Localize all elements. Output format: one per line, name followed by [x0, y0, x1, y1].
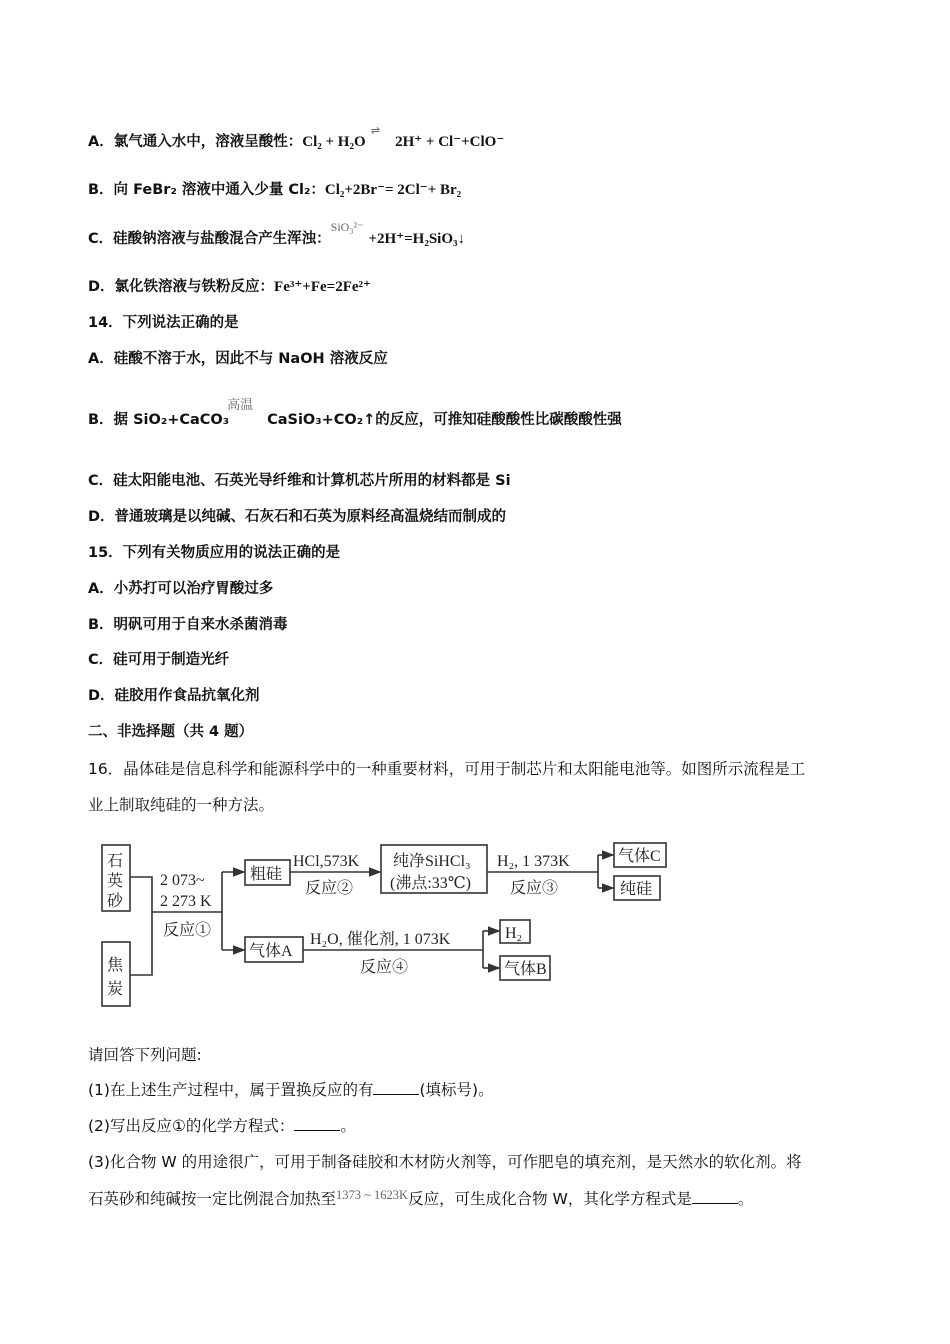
- text: 。: [737, 1190, 754, 1208]
- sihcl3-label: 纯净SiHCl₃: [393, 853, 471, 870]
- q15-stem: 15．下列有关物质应用的说法正确的是: [88, 545, 341, 561]
- equation: Cl₂+2Br⁻= 2Cl⁻+ Br₂: [324, 182, 462, 198]
- text: 。: [340, 1117, 356, 1135]
- text: (2)写出反应①的化学方程式：: [88, 1117, 295, 1135]
- q13-option-b: [88, 178, 461, 199]
- q14-option-c: C．硅太阳能电池、石英光导纤维和计算机芯片所用的材料都是 Si: [88, 473, 511, 489]
- q14-option-d: D．普通玻璃是以纯碱、石灰石和石英为原料经高温烧结而制成的: [88, 509, 507, 525]
- reaction-label: 反应③: [510, 880, 559, 897]
- condition-label: HCl,573K: [293, 853, 360, 870]
- text: (1)在上述生产过程中，属于置换反应的有: [88, 1081, 374, 1099]
- coke-char: 炭: [107, 981, 124, 998]
- equilibrium-arrow-icon: ⇌: [370, 125, 380, 137]
- q16-stem-line2: 业上制取纯硅的一种方法。: [88, 796, 275, 814]
- answer-blank[interactable]: [373, 1082, 419, 1095]
- h2-label: H₂: [505, 925, 523, 942]
- answer-blank[interactable]: [294, 1118, 340, 1131]
- sub-question-3-line1: (3)化合物 W 的用途很广，可用于制备硅胶和木材防火剂等，可作肥皂的填充剂，是天然水的软化剂。将: [88, 1153, 802, 1171]
- q14-stem: 14．下列说法正确的是: [88, 315, 239, 331]
- temperature-range: 1373 ~ 1623K: [336, 1188, 409, 1202]
- process-flow-diagram: [90, 830, 690, 1010]
- quartz-char: 砂: [107, 893, 124, 910]
- q15-option-b: B．明矾可用于自来水杀菌消毒: [88, 617, 288, 633]
- connector: [130, 877, 152, 975]
- quartz-char: 英: [107, 873, 124, 890]
- option-label: B．向 FeBr₂ 溶液中通入少量 Cl₂：: [88, 182, 325, 198]
- gas-c-label: 气体C: [618, 848, 661, 865]
- sub-question-3-line2: [88, 1187, 753, 1209]
- crude-si-label: 粗硅: [250, 866, 283, 883]
- option-label: D．氯化铁溶液与铁粉反应：: [88, 279, 275, 295]
- equation: +2H⁺=H₂SiO₃↓: [368, 231, 466, 247]
- option-label: A．氯气通入水中，溶液呈酸性：: [88, 134, 303, 150]
- text: 石英砂和纯碱按一定比例混合加热至: [88, 1190, 337, 1208]
- q14-option-b: [88, 397, 622, 429]
- text: 反应，可生成化合物 W，其化学方程式是: [408, 1190, 692, 1208]
- gas-b-label: 气体B: [504, 961, 547, 978]
- q15-option-c: C．硅可用于制造光纤: [88, 652, 230, 668]
- option-label: C．硅酸钠溶液与盐酸混合产生浑浊：: [88, 231, 331, 247]
- equation-lhs: Cl₂ + H₂O: [302, 134, 366, 150]
- silicate-ion: SiO₃²⁻: [330, 220, 364, 234]
- q13-option-a: [88, 125, 505, 151]
- section-heading: 二、非选择题（共 4 题）: [88, 724, 254, 740]
- condition-text: 高温: [227, 397, 254, 412]
- quartz-char: 石: [107, 853, 124, 870]
- q16-stem-line1: 16．晶体硅是信息科学和能源科学中的一种重要材料，可用于制芯片和太阳能电池等。如图所示流程是工: [88, 760, 806, 778]
- text: (填标号)。: [419, 1081, 494, 1099]
- reaction-label: 反应①: [163, 922, 212, 939]
- q13-option-c: [88, 220, 466, 248]
- q13-option-d: [88, 275, 371, 296]
- sub-question-2: [88, 1114, 356, 1136]
- pure-si-label: 纯硅: [620, 881, 653, 898]
- sub-question-1: [88, 1078, 494, 1100]
- q15-option-a: A．小苏打可以治疗胃酸过多: [88, 581, 274, 597]
- option-label: B．据 SiO₂+CaCO₃: [88, 412, 230, 428]
- q14-option-a: A．硅酸不溶于水，因此不与 NaOH 溶液反应: [88, 351, 388, 367]
- prompt: 请回答下列问题:: [88, 1046, 202, 1064]
- option-rest: CaSiO₃+CO₂↑的反应，可推知硅酸酸性比碳酸酸性强: [267, 412, 622, 428]
- condition-label: H₂O, 催化剂, 1 073K: [310, 931, 451, 948]
- reaction-label: 反应④: [360, 959, 409, 976]
- equation: Fe³⁺+Fe=2Fe²⁺: [274, 279, 371, 295]
- coke-char: 焦: [107, 957, 124, 974]
- condition-label: H₂, 1 373K: [497, 853, 570, 870]
- boiling-point-label: (沸点:33℃): [390, 875, 472, 892]
- equation-rhs: 2H⁺ + Cl⁻+ClO⁻: [395, 134, 505, 150]
- reaction-label: 反应②: [305, 880, 354, 897]
- temp-label: 2 073~: [160, 872, 205, 889]
- answer-blank[interactable]: [692, 1191, 738, 1204]
- q15-option-d: D．硅胶用作食品抗氧化剂: [88, 688, 260, 704]
- gas-a-label: 气体A: [249, 943, 293, 960]
- temp-label: 2 273 K: [160, 893, 212, 910]
